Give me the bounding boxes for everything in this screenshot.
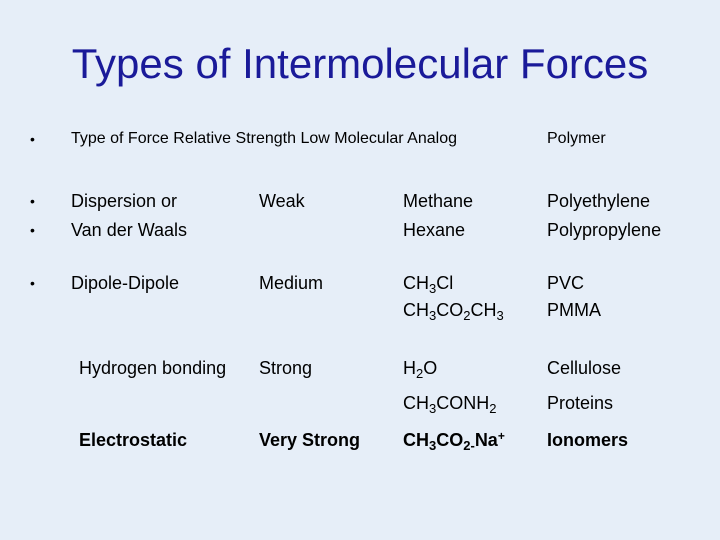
hydrogen-polymer-1: Cellulose <box>547 358 622 378</box>
dispersion-analog-1: Methane <box>403 191 474 211</box>
electrostatic-type: Electrostatic <box>79 430 188 450</box>
dipole-analog-1: $CH_3Cl$ <box>403 273 454 296</box>
dipole-type: Dipole-Dipole <box>71 273 180 293</box>
bullet-dipole: • <box>30 275 35 291</box>
dispersion-polymer-1: Polyethylene <box>547 191 651 211</box>
electrostatic-analog: $CH_3CO_{2-}Na^+$ <box>403 429 505 453</box>
dipole-analog-2: $CH_3CO_2CH_3$ <box>403 300 504 323</box>
dispersion-type-line2: Van der Waals <box>71 220 188 240</box>
bullet-dispersion-2: • <box>30 222 35 238</box>
dipole-strength: Medium <box>259 273 324 293</box>
hydrogen-type: Hydrogen bonding <box>79 358 227 378</box>
electrostatic-strength: Very Strong <box>259 430 361 450</box>
dispersion-analog-2: Hexane <box>403 220 466 240</box>
dispersion-strength: Weak <box>259 191 305 211</box>
dispersion-type-line1: Dispersion or <box>71 191 178 211</box>
hydrogen-analog-2: $CH_3CONH_2$ <box>403 393 497 416</box>
hydrogen-analog-1: $H_2O$ <box>403 358 438 381</box>
bullet-dispersion-1: • <box>30 193 35 209</box>
dipole-polymer-2: PMMA <box>547 300 601 320</box>
header-columns: Type of Force Relative Strength Low Molecular Analog <box>71 130 457 147</box>
header-polymer: Polymer <box>547 130 606 147</box>
slide-title: Types of Intermolecular Forces <box>71 40 649 87</box>
hydrogen-strength: Strong <box>259 358 313 378</box>
dispersion-polymer-2: Polypropylene <box>547 220 662 240</box>
electrostatic-polymer: Ionomers <box>547 430 629 450</box>
dipole-polymer-1: PVC <box>547 273 585 293</box>
header-bullet: • <box>30 131 35 147</box>
hydrogen-polymer-2: Proteins <box>547 393 614 413</box>
